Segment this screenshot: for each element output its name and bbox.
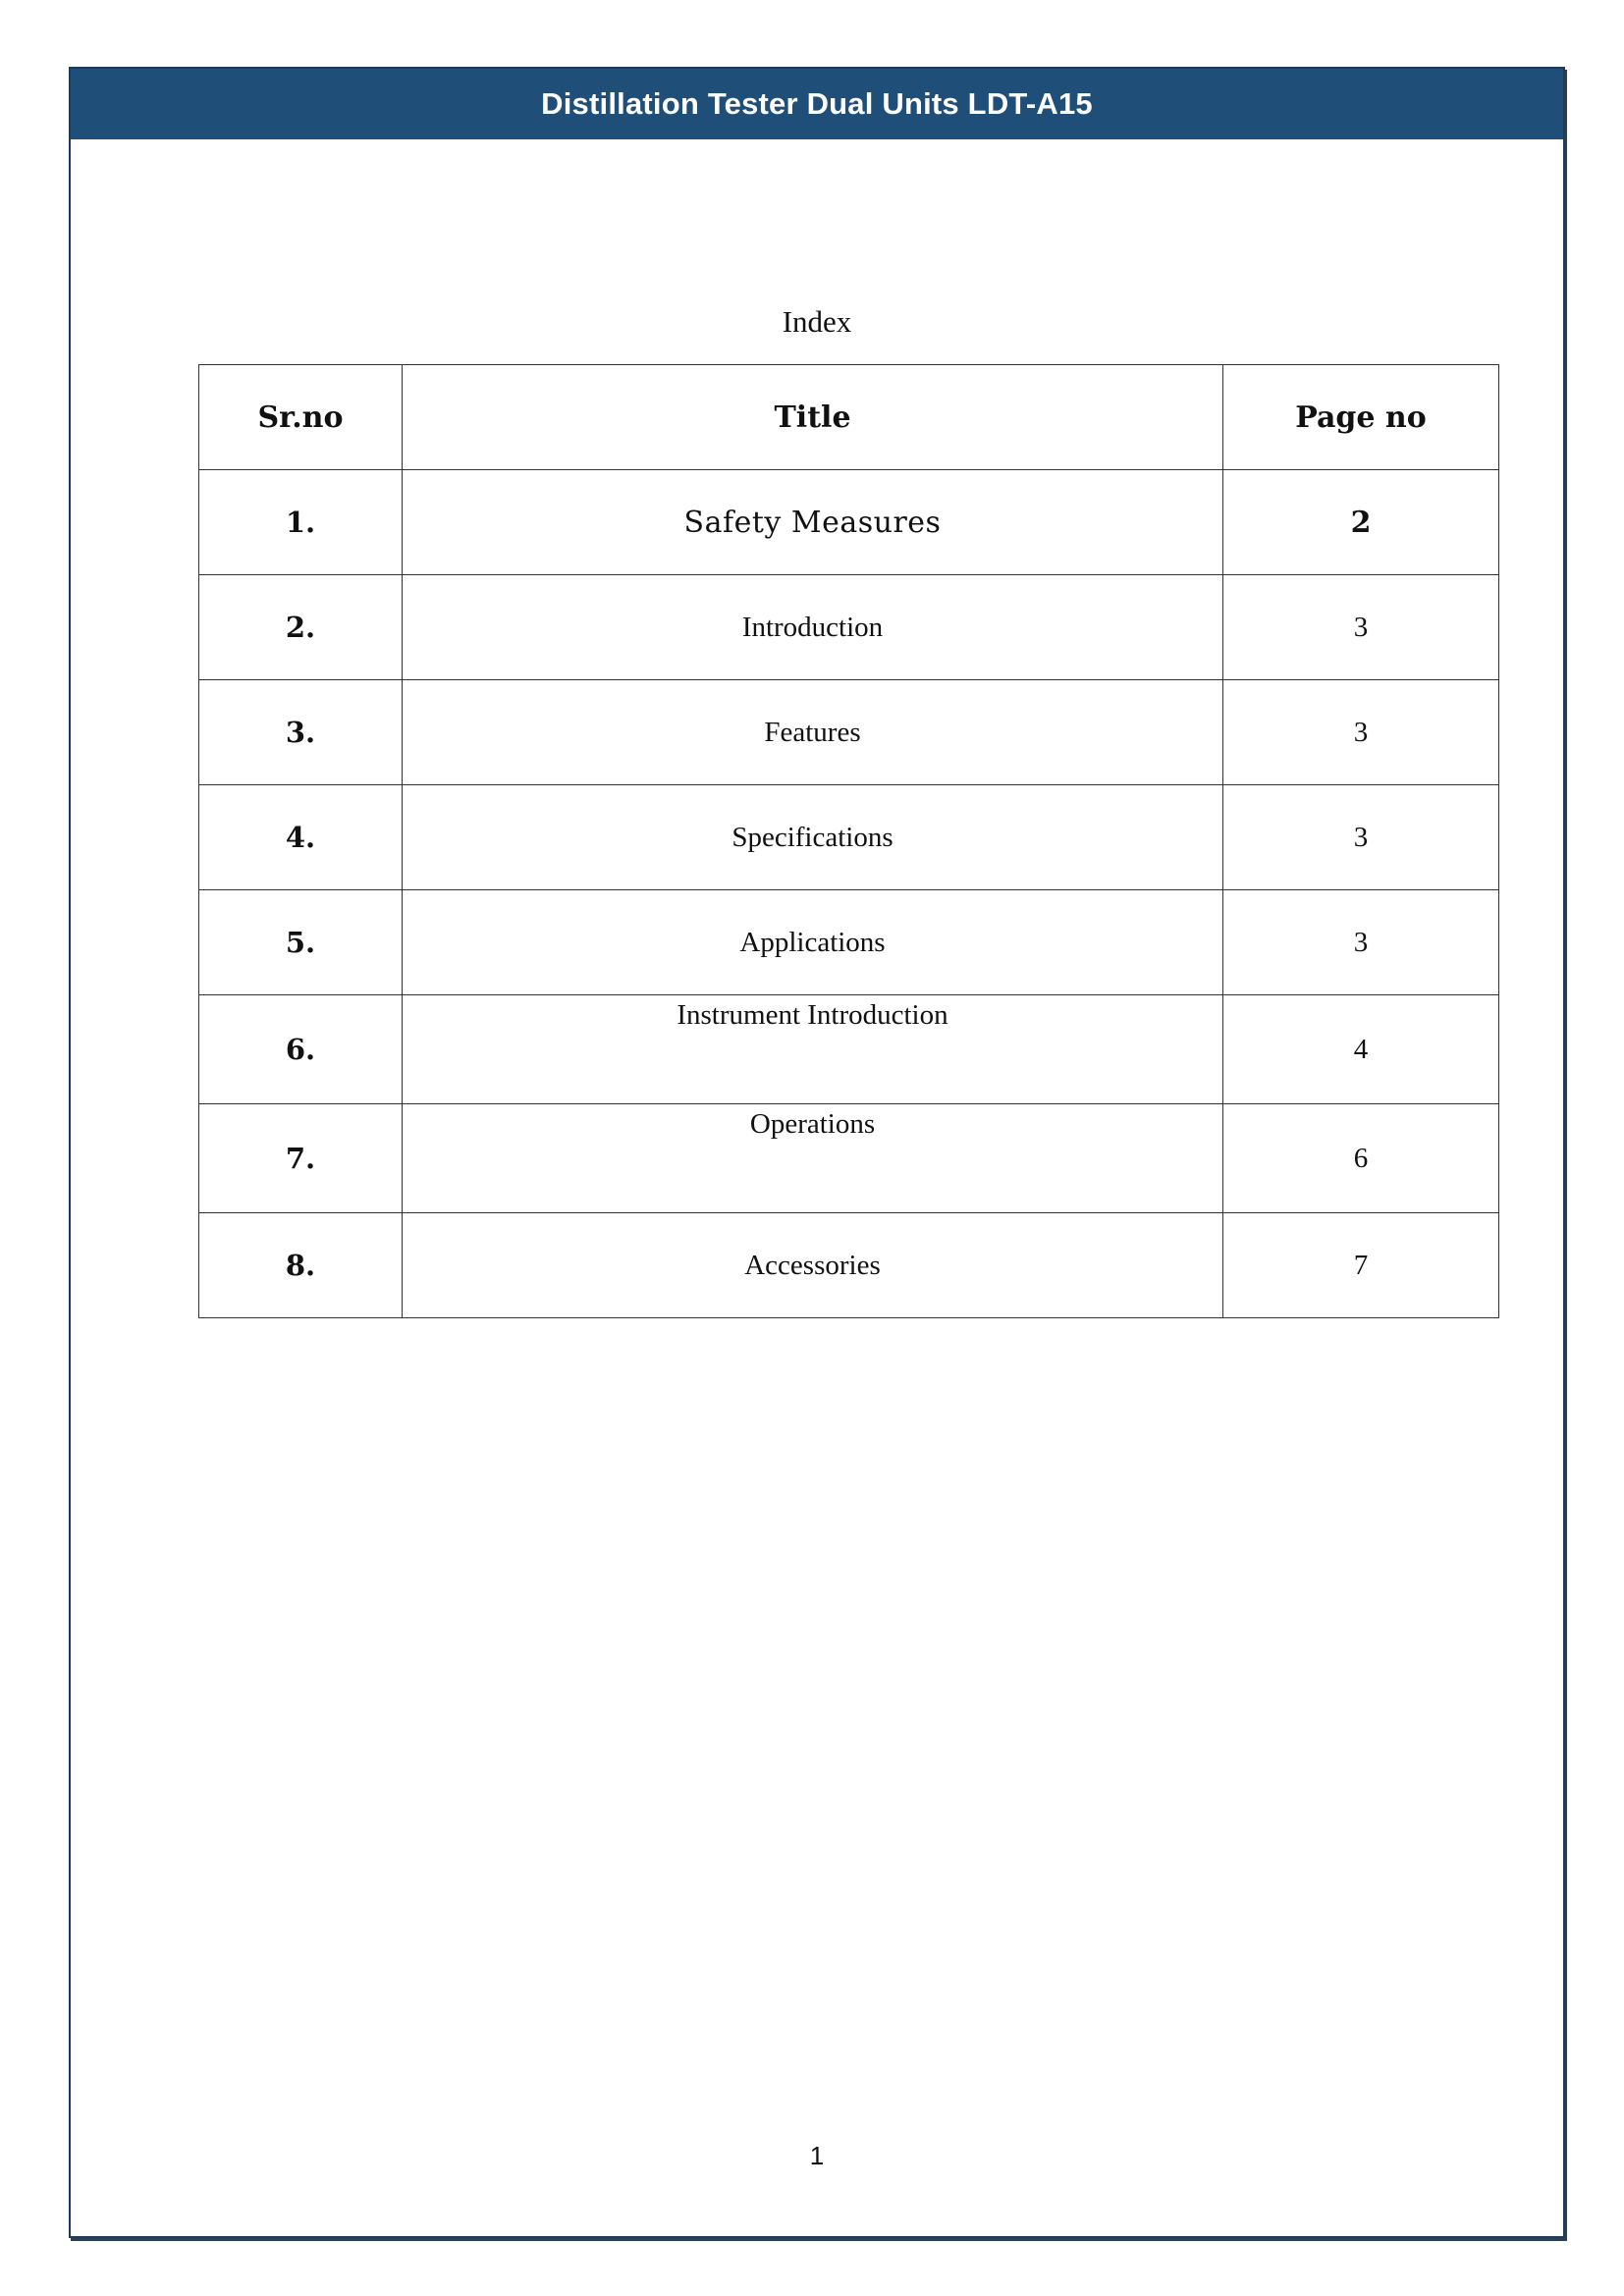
document-header: [71, 69, 1563, 139]
index-table: [198, 364, 1499, 1318]
sr-no-cell: 6.: [199, 995, 403, 1104]
sr-no-cell: 2.: [199, 575, 403, 680]
table-row: [199, 470, 1499, 575]
page-no-cell: 6: [1223, 1104, 1499, 1213]
page-number: 1: [809, 2141, 825, 2170]
sr-no-cell: 5.: [199, 890, 403, 995]
table-row: [199, 995, 1499, 1104]
page-frame: [69, 67, 1565, 2238]
table-row: [199, 1213, 1499, 1318]
sr-no-cell: 8.: [199, 1213, 403, 1318]
column-header-title: Title: [403, 365, 1223, 470]
table-row: [199, 680, 1499, 785]
table-row: [199, 575, 1499, 680]
title-cell: Accessories: [403, 1213, 1223, 1318]
table-row: [199, 1104, 1499, 1213]
title-cell: Applications: [403, 890, 1223, 995]
page-no-cell: 4: [1223, 995, 1499, 1104]
page-no-cell: 3: [1223, 785, 1499, 890]
title-cell: Introduction: [403, 575, 1223, 680]
index-heading: Index: [782, 304, 852, 339]
sr-no-cell: 1.: [199, 470, 403, 575]
title-cell: Instrument Introduction: [403, 995, 1223, 1104]
title-cell: Operations: [403, 1104, 1223, 1213]
sr-no-cell: 4.: [199, 785, 403, 890]
document-title: Distillation Tester Dual Units LDT-A15: [541, 86, 1093, 121]
page-no-cell: 3: [1223, 680, 1499, 785]
title-cell: Specifications: [403, 785, 1223, 890]
page-no-cell: 3: [1223, 890, 1499, 995]
sr-no-cell: 3.: [199, 680, 403, 785]
page-no-cell: 7: [1223, 1213, 1499, 1318]
page-no-cell: 3: [1223, 575, 1499, 680]
title-cell: Features: [403, 680, 1223, 785]
table-header-row: [199, 365, 1499, 470]
sr-no-cell: 7.: [199, 1104, 403, 1213]
page-no-cell: 2: [1223, 470, 1499, 575]
table-row: [199, 785, 1499, 890]
table-row: [199, 890, 1499, 995]
column-header-page-no: Page no: [1223, 365, 1499, 470]
column-header-sr-no: Sr.no: [199, 365, 403, 470]
title-cell: Safety Measures: [403, 470, 1223, 575]
